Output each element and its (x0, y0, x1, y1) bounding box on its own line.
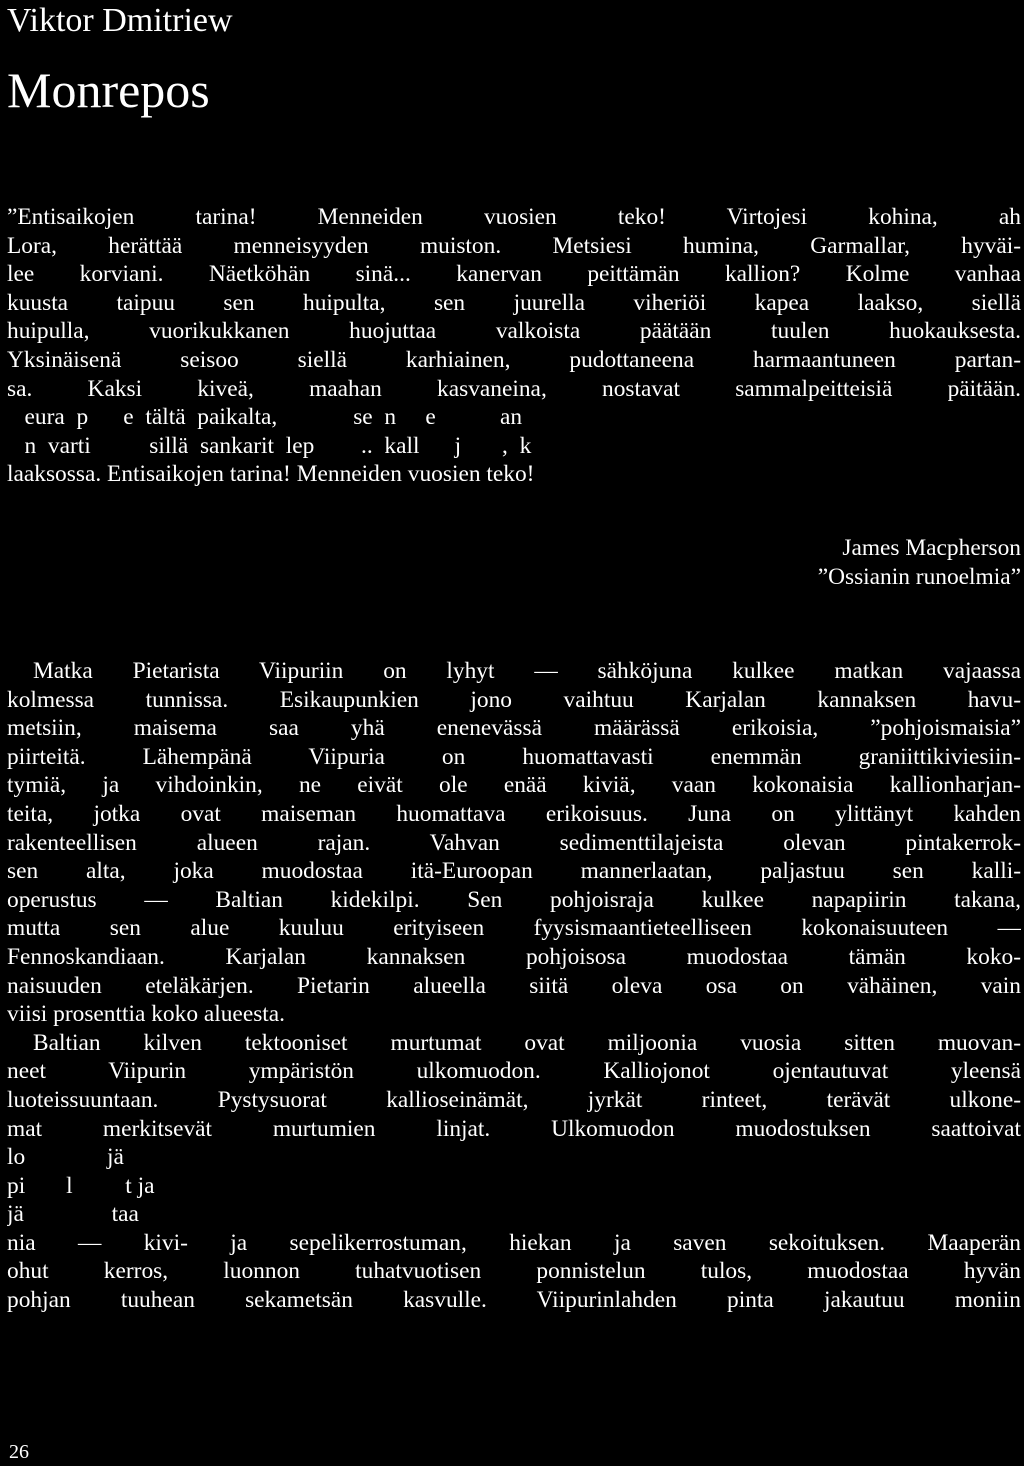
epigraph-line: laaksossa. Entisaikojen tarina! Menneiden vuosien teko! (7, 461, 535, 488)
body-line-fragment: pi l t ja (7, 1172, 155, 1199)
body-line: luoteissuuntaan. Pystysuorat kallioseinämät, jyrkät rinteet, terävät ulkone- (7, 1086, 1021, 1113)
body-line: ohut kerros, luonnon tuhatvuotisen ponnistelun tulos, muodostaa hyvän (7, 1258, 1021, 1285)
body-line: metsiin, maisema saa yhä enenevässä määrässä erikoisia, ”pohjoismaisia” (7, 715, 1021, 742)
body-line: sen alta, joka muodostaa itä-Euroopan mannerlaatan, paljastuu sen kalli- (7, 858, 1021, 885)
body-line: neet Viipurin ympäristön ulkomuodon. Kalliojonot ojentautuvat yleensä (7, 1058, 1021, 1085)
chapter-title: Monrepos (7, 62, 210, 118)
attribution-author: James Macpherson (842, 535, 1021, 561)
body-line: nia — kivi- ja sepelikerrostuman, hiekan ja saven sekoituksen. Maaperän (7, 1229, 1021, 1256)
epigraph-line: huipulla, vuorikukkanen huojuttaa valkoista päätään tuulen huokauksesta. (7, 318, 1021, 345)
epigraph-line: Yksinäisenä seisoo siellä karhiainen, pudottaneena harmaantuneen partan- (7, 346, 1021, 373)
epigraph-attribution (818, 534, 1021, 591)
body-line: Baltian kilven tektooniset murtumat ovat miljoonia vuosia sitten muovan- (33, 1029, 1021, 1056)
body-text (7, 657, 1021, 1315)
body-line: pohjan tuuhean sekametsän kasvulle. Viipurinlahden pinta jakautuu moniin (7, 1287, 1021, 1314)
epigraph-line: lee korviani. Näetköhän sinä... kanervan peittämän kallion? Kolme vanhaa (7, 261, 1021, 288)
body-line: operustus — Baltian kidekilpi. Sen pohjoisraja kulkee napapiirin takana, (7, 886, 1021, 913)
epigraph-line: sa. Kaksi kiveä, maahan kasvaneina, nostavat sammalpeitteisiä päitään. (7, 375, 1021, 402)
epigraph (7, 203, 1021, 489)
body-line: piirteitä. Lähempänä Viipuria on huomattavasti enemmän graniittikiviesiin- (7, 743, 1021, 770)
epigraph-line: kuusta taipuu sen huipulta, sen juurella viheriöi kapea laakso, siellä (7, 289, 1021, 316)
body-line-fragment: lo jä (7, 1144, 124, 1171)
body-line: viisi prosenttia koko alueesta. (7, 1001, 286, 1028)
body-line-fragment: jä taa (7, 1201, 139, 1228)
body-line: naisuuden eteläkärjen. Pietarin alueella siitä oleva osa on vähäinen, vain (7, 972, 1021, 999)
body-line: rakenteellisen alueen rajan. Vahvan sedimenttilajeista olevan pintakerrok- (7, 829, 1021, 856)
body-line: mutta sen alue kuuluu erityiseen fyysismaantieteelliseen kokonaisuuteen — (7, 915, 1021, 942)
page-number: 26 (9, 1441, 29, 1463)
body-line: Fennoskandiaan. Karjalan kannaksen pohjoisosa muodostaa tämän koko- (7, 943, 1021, 970)
body-line: kolmessa tunnissa. Esikaupunkien jono vaihtuu Karjalan kannaksen havu- (7, 686, 1021, 713)
body-line: Matka Pietarista Viipuriin on lyhyt — sähköjuna kulkee matkan vajaassa (33, 658, 1021, 684)
epigraph-line-fragment: eura p e tältä paikalta, se n e an (7, 404, 523, 431)
epigraph-line-fragment: n varti sillä sankarit lep .. kall j , k (7, 432, 532, 459)
body-line: teita, jotka ovat maiseman huomattava erikoisuus. Juna on ylittänyt kahden (7, 800, 1021, 827)
epigraph-line: Lora, herättää menneisyyden muiston. Metsiesi humina, Garmallar, hyväi- (7, 232, 1021, 259)
attribution-work: ”Ossianin runoelmia” (817, 563, 1021, 590)
body-line: tymiä, ja vihdoinkin, ne eivät ole enää kiviä, vaan kokonaisia kallionharjan- (7, 772, 1021, 799)
epigraph-line: ”Entisaikojen tarina! Menneiden vuosien teko! Virtojesi kohina, ah (7, 204, 1021, 230)
author-name: Viktor Dmitriew (7, 2, 233, 39)
body-line: mat merkitsevät murtumien linjat. Ulkomuodon muodostuksen saattoivat (7, 1115, 1021, 1142)
